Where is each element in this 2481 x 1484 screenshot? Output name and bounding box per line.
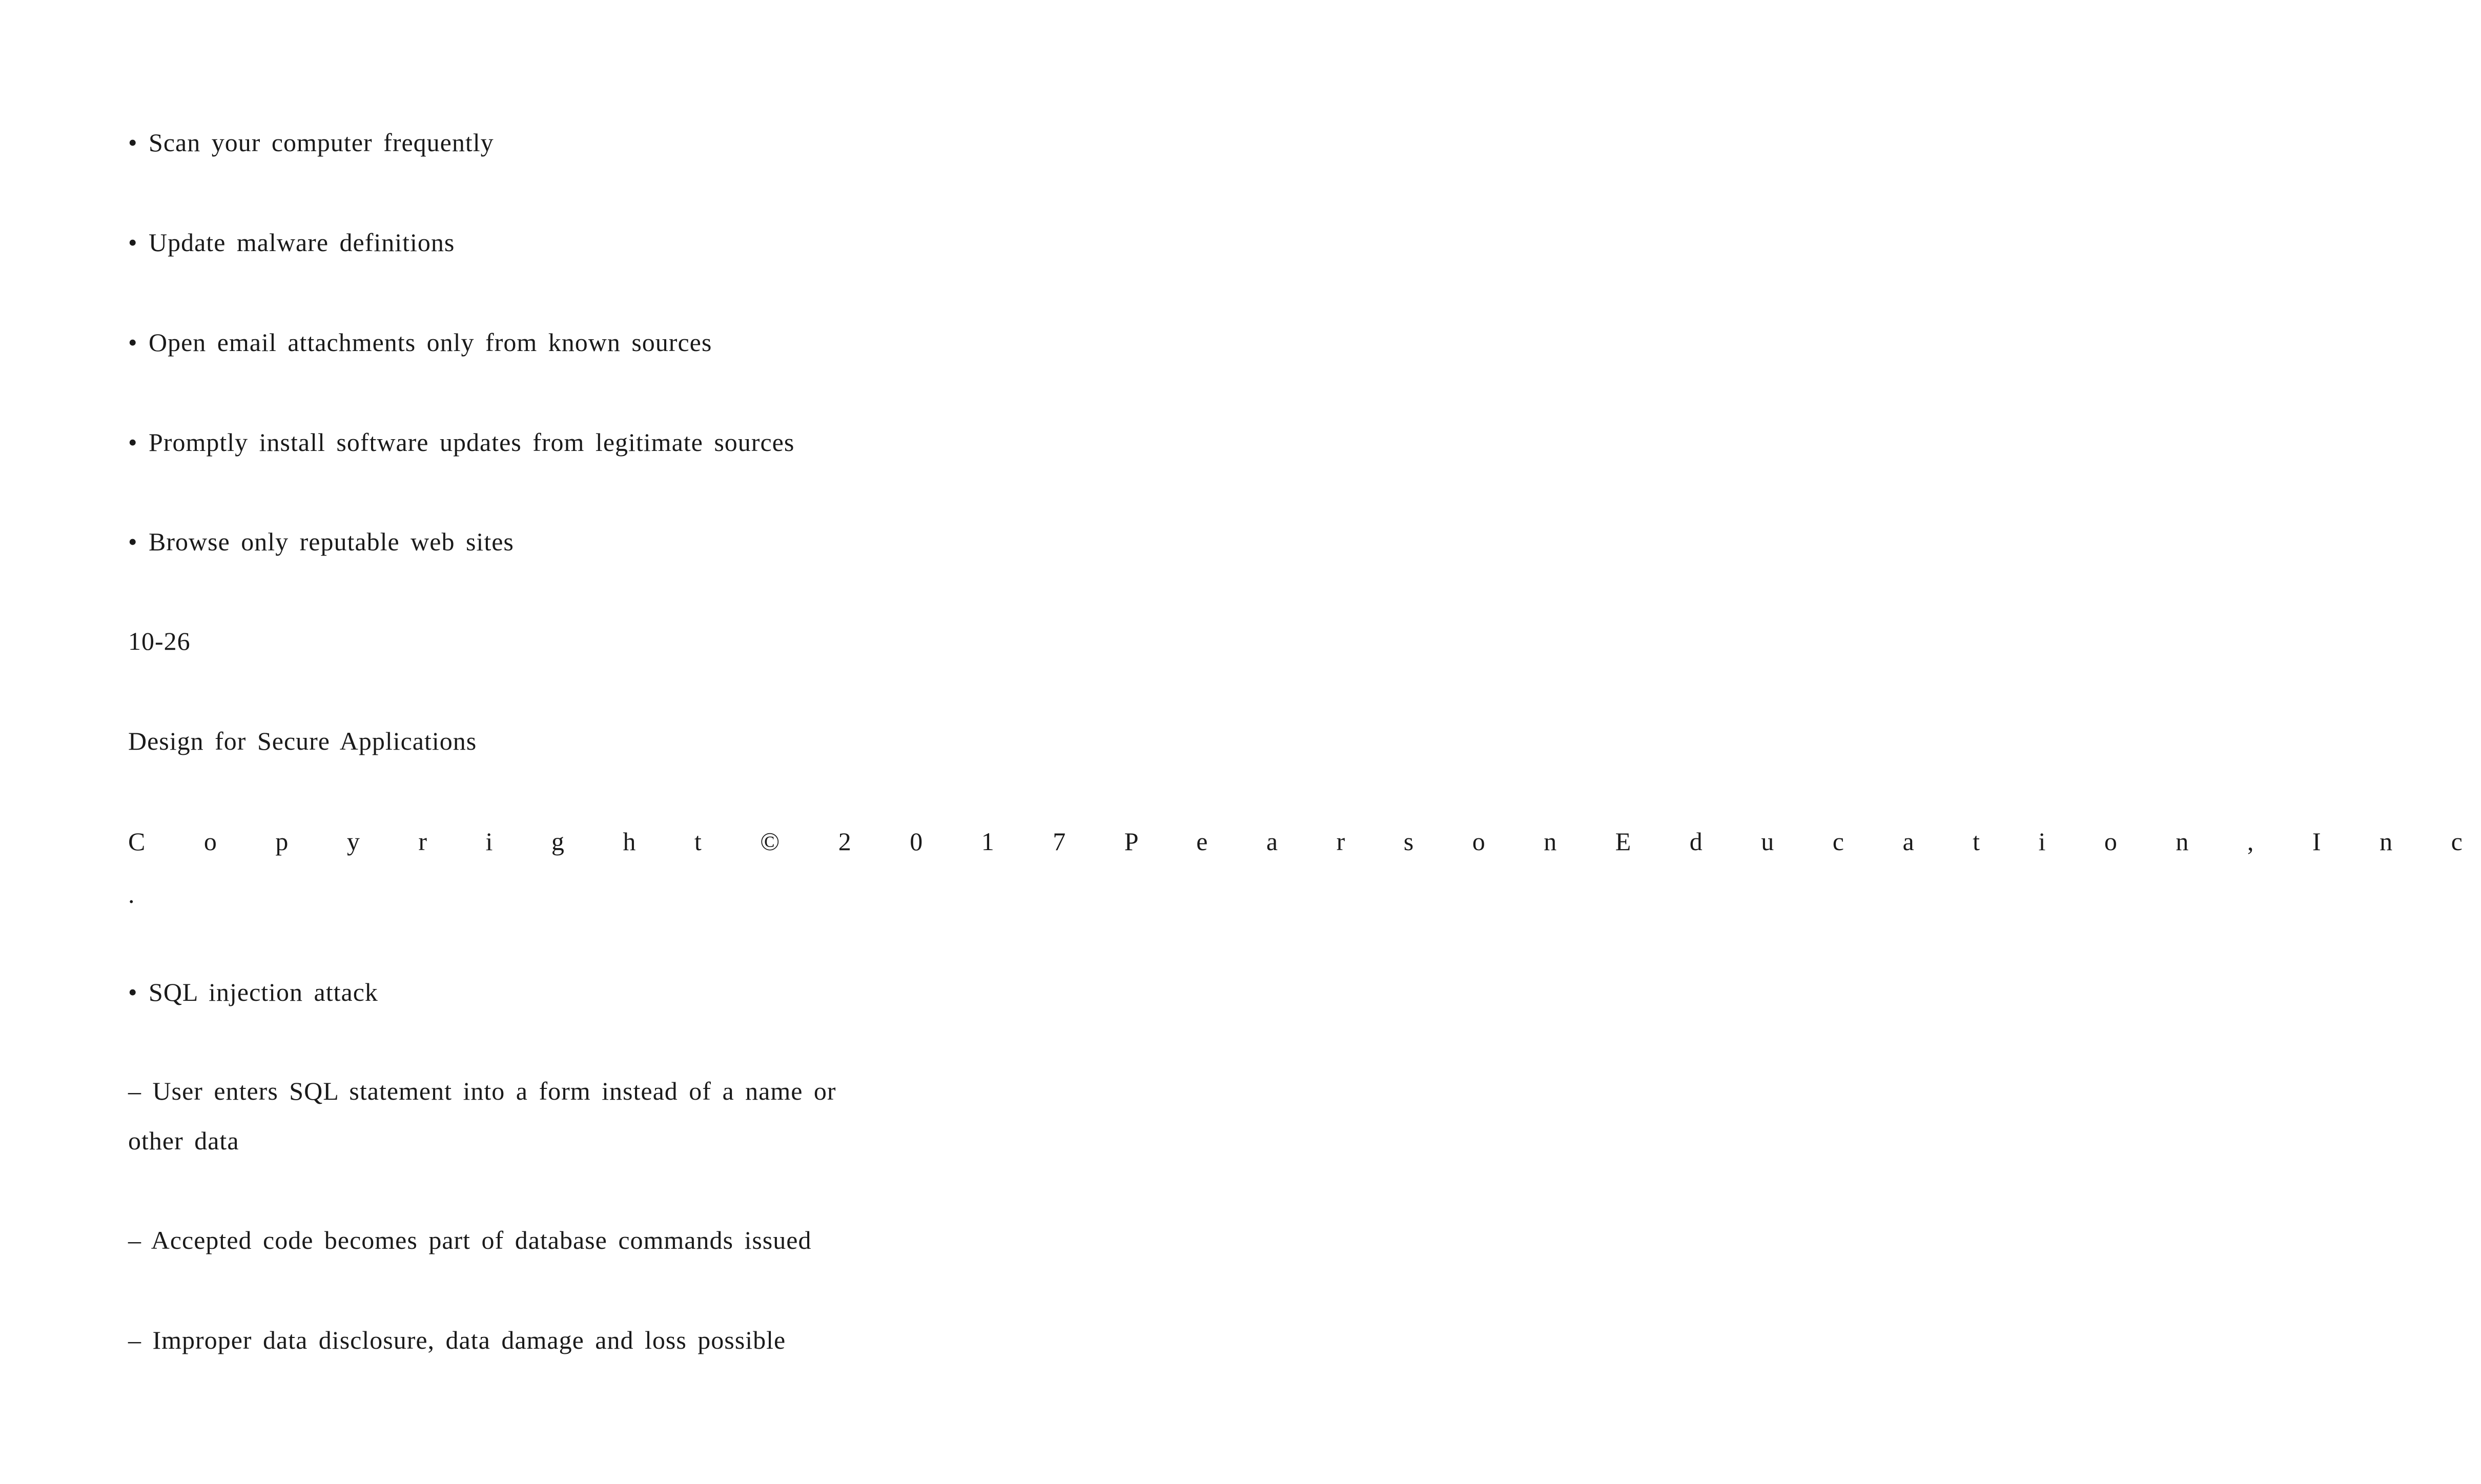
- sub-item-other-data: other data: [128, 1126, 239, 1155]
- bullet-browse-sites: • Browse only reputable web sites: [128, 527, 514, 556]
- copyright-notice: C o p y r i g h t © 2 0 1 7 P e a r s o n E d u c a t i o n , I n c: [128, 827, 2481, 856]
- sub-item-user-enters-sql: – User enters SQL statement into a form instead of a name or: [128, 1077, 836, 1105]
- bullet-update-malware: • Update malware definitions: [128, 228, 455, 257]
- copyright-period: .: [128, 880, 135, 909]
- bullet-scan-computer: • Scan your computer frequently: [128, 128, 494, 157]
- sub-item-improper-disclosure: – Improper data disclosure, data damage and loss possible: [128, 1326, 786, 1354]
- bullet-sql-injection: • SQL injection attack: [128, 978, 378, 1006]
- bullet-open-attachments: • Open email attachments only from known sources: [128, 328, 712, 357]
- sub-item-accepted-code: – Accepted code becomes part of database commands issued: [128, 1226, 812, 1254]
- slide-title: Design for Secure Applications: [128, 727, 477, 755]
- slide-number: 10-26: [128, 627, 191, 655]
- bullet-install-updates: • Promptly install software updates from legitimate sources: [128, 428, 795, 457]
